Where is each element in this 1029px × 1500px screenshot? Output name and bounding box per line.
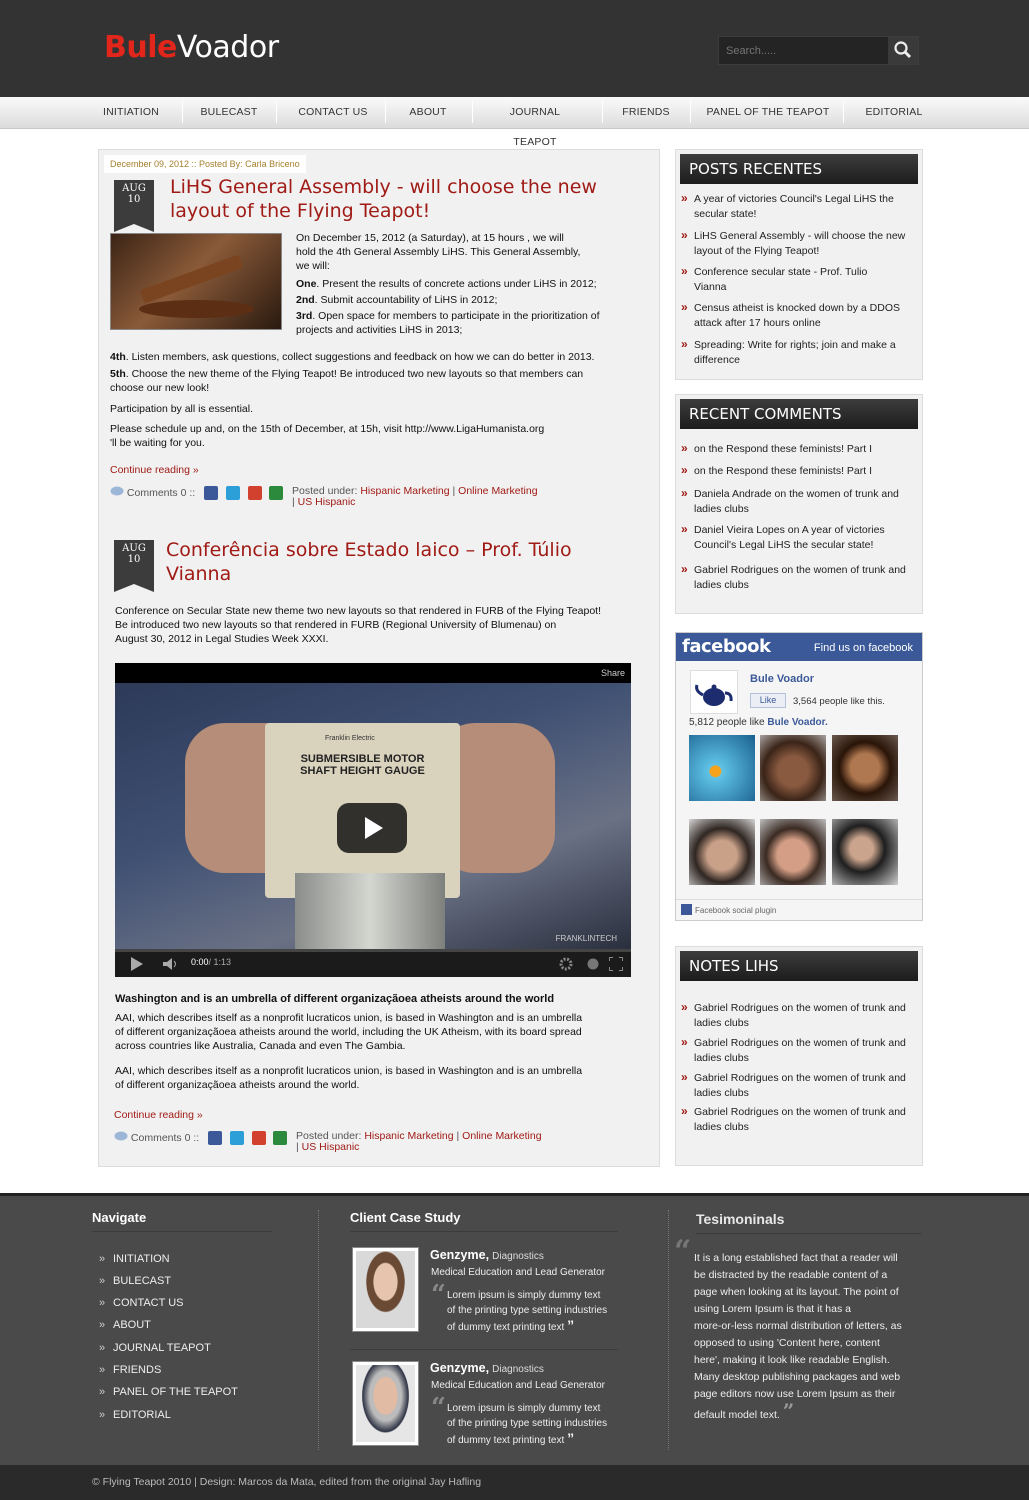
recent-post-link[interactable]: » A year of victories Council's Legal LiHS the secular state!	[681, 192, 894, 222]
post-text: AAI, which describes itself as a nonprofit lucraticos union, is based in Washington and is an umbrella	[115, 1065, 583, 1077]
post-text: Be introduced two new layouts so that rendered in FURB (Regional University of Blumenau) on	[115, 619, 557, 631]
recent-comment-link[interactable]: » on the Respond these feminists! Part I	[681, 442, 872, 457]
facebook-share-icon[interactable]	[208, 1131, 222, 1145]
comments-count[interactable]: Comments 0 ::	[126, 487, 196, 499]
client-name: Genzyme,	[430, 1248, 490, 1262]
fan-avatar[interactable]	[760, 735, 826, 801]
clock-icon[interactable]	[586, 957, 600, 971]
fan-avatar[interactable]	[689, 735, 755, 801]
find-us-link[interactable]: Find us on facebook	[813, 642, 913, 654]
search-icon	[888, 37, 918, 64]
googleplus-share-icon[interactable]	[248, 486, 262, 500]
facebook-f-icon	[681, 904, 692, 915]
video-player[interactable]	[115, 663, 631, 977]
settings-icon[interactable]	[559, 957, 573, 971]
list-num: 4th	[110, 351, 126, 363]
nav-journal-teapot[interactable]: JOURNAL TEAPOT	[509, 106, 561, 148]
copyright: © Flying Teapot 2010 | Design: Marcos da Mata, edited from the original Jay Hafling	[0, 1465, 1029, 1500]
post-text: . Choose the new theme of the Flying Teapot! Be introduced two new layouts so that members can	[125, 368, 584, 380]
video-duration: / 1:13	[208, 957, 232, 967]
search-box	[718, 36, 919, 65]
recent-comment-link[interactable]: » on the Respond these feminists! Part I	[681, 464, 872, 479]
search-button[interactable]	[888, 37, 918, 64]
post-text: . Submit accountability of LiHS in 2012;	[314, 294, 498, 306]
client-quote: Lorem ipsum is simply dummy text	[447, 1403, 601, 1414]
video-brand-text: Franklin Electric	[325, 735, 375, 742]
video-controls	[115, 949, 631, 977]
post-text: . Present the results of concrete actions under LiHS in 2012;	[316, 278, 597, 290]
fan-avatar[interactable]	[832, 735, 898, 801]
video-current-time: 0:00	[191, 957, 209, 967]
post-text: 'll be waiting for you.	[110, 437, 205, 449]
category-link[interactable]: Online Marketing	[458, 485, 538, 497]
case-study-heading: Client Case Study	[350, 1210, 461, 1225]
fan-avatar[interactable]	[832, 819, 898, 885]
post-text: Please schedule up and, on the 15th of December, at 15h, visit http://www.LigaHumanista.org	[110, 423, 545, 435]
site-logo[interactable]	[104, 30, 279, 65]
share-icon[interactable]	[273, 1131, 287, 1145]
client-photo	[352, 1247, 419, 1332]
footer-nav-bulecast[interactable]: » BULECAST	[113, 1275, 171, 1287]
video-progress-bar[interactable]	[115, 949, 631, 952]
googleplus-share-icon[interactable]	[252, 1131, 266, 1145]
search-input[interactable]	[719, 37, 889, 64]
footer-navigate-heading: Navigate	[92, 1210, 147, 1225]
posted-under-label: Posted under:	[296, 1130, 362, 1142]
client-photo	[352, 1361, 419, 1446]
client-quote: of dummy text printing text	[447, 1435, 565, 1446]
nav-contact-us[interactable]: CONTACT US	[298, 106, 368, 118]
client-role: Medical Education and Lead Generator	[431, 1267, 606, 1278]
post-subheading: Washington and is an umbrella of different organizaçãoea atheists around the world	[115, 993, 555, 1005]
footer-nav-panel-of-the-teapot[interactable]: » PANEL OF THE TEAPOT	[113, 1386, 238, 1398]
post-text: hold the 4th General Assembly LiHS. This General Assembly,	[296, 246, 581, 258]
post-text: of different organizaçãoea atheists around the world.	[115, 1079, 360, 1091]
teapot-avatar	[690, 670, 738, 714]
category-link[interactable]: Hispanic Marketing	[364, 1130, 454, 1142]
main-nav	[0, 97, 1029, 148]
facebook-share-icon[interactable]	[204, 486, 218, 500]
video-gauge-text: SHAFT HEIGHT GAUGE	[300, 765, 425, 777]
post-text: projects and activities LiHS in 2013;	[296, 324, 463, 336]
nav-panel-of-the-teapot[interactable]: PANEL OF THE TEAPOT	[706, 106, 830, 118]
post-text: Conference on Secular State new theme two new layouts so that rendered in FURB of the Flying Teapot!	[115, 605, 601, 617]
recent-post-link[interactable]: » Conference secular state - Prof. Tulio Vianna	[681, 265, 867, 295]
comments-count[interactable]: Comments 0 ::	[130, 1132, 200, 1144]
client-sub: Diagnostics	[492, 1251, 544, 1262]
share-icon[interactable]	[269, 486, 283, 500]
footer-nav-editorial[interactable]: » EDITORIAL	[113, 1409, 171, 1421]
recent-comments-widget	[675, 394, 923, 614]
category-link[interactable]: Hispanic Marketing	[360, 485, 450, 497]
logo-part-bule: Bule	[104, 30, 177, 65]
site-header	[0, 0, 1029, 97]
post-title-line: Vianna	[166, 563, 232, 585]
recent-comment-link[interactable]: » Daniel Vieira Lopes on A year of victories Council's Legal LiHS the secular state!	[681, 523, 885, 553]
post-text: across countries like Australia, Canada and even The Gambia.	[115, 1040, 406, 1052]
recent-comment-link[interactable]: » Daniela Andrade on the women of trunk and ladies clubs	[681, 487, 899, 517]
post-text: Participation by all is essential.	[110, 403, 253, 415]
facebook-like-button[interactable]	[750, 693, 786, 708]
widget-title: POSTS RECENTES	[680, 154, 918, 184]
facebook-logo: facebook	[682, 636, 771, 657]
note-link[interactable]: » Gabriel Rodrigues on the women of trunk and ladies clubs	[681, 1071, 906, 1101]
testimonials-heading: Tesimoninals	[696, 1211, 785, 1227]
nav-friends[interactable]: FRIENDS	[622, 106, 670, 118]
post-title[interactable]	[166, 538, 572, 586]
post-text: On December 15, 2012 (a Saturday), at 15 hours , we will	[296, 232, 564, 244]
widget-title: RECENT COMMENTS	[680, 399, 918, 429]
footer-nav-contact-us[interactable]: » CONTACT US	[113, 1297, 184, 1309]
twitter-share-icon[interactable]	[230, 1131, 244, 1145]
category-link[interactable]: Online Marketing	[462, 1130, 542, 1142]
footer-nav-initiation[interactable]: » INITIATION	[113, 1253, 170, 1265]
continue-reading-link[interactable]: Continue reading »	[114, 1109, 203, 1121]
nav-bulecast[interactable]: BULECAST	[200, 106, 258, 118]
note-link[interactable]: » Gabriel Rodrigues on the women of trunk and ladies clubs	[681, 1105, 906, 1135]
footer-nav-friends[interactable]: » FRIENDS	[113, 1364, 161, 1376]
video-gauge-text: SUBMERSIBLE MOTOR	[300, 753, 425, 765]
date-badge	[114, 180, 154, 224]
testimonial-text: It is a long established fact that a reader will be distracted by the readable content of a page when looking at its layout. The point of using Lorem Ipsum is that it has a more-or-less normal distribution of letters, as opposed to using 'Content here, content here', making it look like readable English. Many desktop publishing packages and web page editors now use Lorem Ipsum as their default model text. ”	[694, 1252, 902, 1423]
twitter-share-icon[interactable]	[226, 486, 240, 500]
note-link[interactable]: » Gabriel Rodrigues on the women of trunk and ladies clubs	[681, 1036, 906, 1066]
footer-nav-journal-teapot[interactable]: » JOURNAL TEAPOT	[113, 1342, 211, 1354]
people-like-text: 5,812 people like	[689, 717, 765, 728]
like-count: 3,564 people like this.	[793, 696, 885, 707]
date-day: 10	[127, 194, 141, 205]
list-num: 3rd	[296, 310, 313, 322]
date-day: 10	[127, 554, 141, 565]
list-num: 2nd	[296, 294, 315, 306]
category-link[interactable]: US Hispanic	[297, 496, 356, 508]
fan-avatar[interactable]	[689, 819, 755, 885]
comment-icon	[114, 1131, 128, 1143]
teapot-icon	[691, 671, 737, 713]
post-title[interactable]	[170, 175, 597, 223]
nav-about[interactable]: ABOUT	[409, 106, 447, 118]
post-title-line: layout of the Flying Teapot!	[170, 200, 431, 222]
post-image-gavel	[110, 233, 282, 330]
post-text: of different organizaçãoea atheists around the world, including the UK Atheism, with its board spread	[115, 1026, 582, 1038]
video-thumbnail	[115, 683, 631, 949]
list-num: One	[296, 278, 317, 290]
client-name: Genzyme,	[430, 1361, 490, 1375]
nav-editorial[interactable]: EDITORIAL	[865, 106, 923, 118]
client-quote: of dummy text printing text	[447, 1322, 565, 1333]
date-month: AUG	[122, 183, 146, 194]
footer-nav-about[interactable]: » ABOUT	[113, 1319, 151, 1331]
video-play-button[interactable]	[337, 803, 407, 853]
post-text: AAI, which describes itself as a nonprofit lucraticos union, is based in Washington and is an umbrella	[115, 1012, 583, 1024]
client-sub: Diagnostics	[492, 1364, 544, 1375]
volume-icon[interactable]	[163, 958, 181, 970]
recent-posts-widget	[675, 149, 923, 380]
like-label: Like	[759, 695, 777, 705]
facebook-plugin-label[interactable]: Facebook social plugin	[681, 904, 776, 915]
client-role: Medical Education and Lead Generator	[431, 1380, 606, 1391]
nav-initiation[interactable]: INITIATION	[102, 106, 160, 118]
facebook-page-name[interactable]: Bule Voador	[750, 673, 814, 685]
facebook-header	[676, 633, 922, 661]
post-meta: December 09, 2012 :: Posted By: Carla Briceno	[104, 155, 306, 173]
post-text: . Open space for members to participate in the prioritization of	[312, 310, 600, 322]
fan-avatar[interactable]	[760, 819, 826, 885]
category-link[interactable]: US Hispanic	[301, 1141, 360, 1153]
notes-widget	[675, 946, 923, 1166]
fullscreen-icon[interactable]	[609, 957, 623, 971]
posted-under-label: Posted under:	[292, 485, 358, 497]
note-link[interactable]: » Gabriel Rodrigues on the women of trunk and ladies clubs	[681, 1001, 906, 1031]
recent-post-link[interactable]: » Spreading: Write for rights; join and make a difference	[681, 338, 896, 368]
date-month: AUG	[122, 543, 146, 554]
post-text: August 30, 2012 in Legal Studies Week XXXI.	[115, 633, 329, 645]
post-text: we will:	[296, 260, 330, 272]
continue-reading-link[interactable]: Continue reading »	[110, 464, 199, 476]
recent-comment-link[interactable]: » Gabriel Rodrigues on the women of trunk and ladies clubs	[681, 563, 906, 593]
logo-part-voador: Voador	[176, 30, 279, 65]
client-quote: Lorem ipsum is simply dummy text	[447, 1290, 601, 1301]
facebook-widget	[675, 632, 923, 921]
video-watermark: FRANKLINTECH	[555, 934, 617, 943]
comment-icon	[110, 486, 124, 498]
widget-title: NOTES LIHS	[680, 951, 918, 981]
video-share-button[interactable]: Share	[600, 668, 625, 678]
date-badge	[114, 540, 154, 584]
recent-post-link[interactable]: » LiHS General Assembly - will choose the new layout of the Flying Teapot!	[681, 229, 905, 259]
post-text: choose our new look!	[110, 382, 210, 394]
play-icon[interactable]	[131, 957, 143, 971]
post-text: . Listen members, ask questions, collect suggestions and feedback on how we can do better in 2013.	[125, 351, 595, 363]
client-quote: of the printing type setting industries	[447, 1305, 608, 1316]
people-like-page[interactable]: Bule Voador.	[767, 717, 828, 728]
post-title-line: Conferência sobre Estado laico – Prof. Túlio	[166, 539, 572, 561]
recent-post-link[interactable]: » Census atheist is knocked down by a DDOS attack after 17 hours online	[681, 301, 900, 331]
post-title-line: LiHS General Assembly - will choose the new	[170, 176, 597, 198]
list-num: 5th	[110, 368, 126, 380]
client-quote: of the printing type setting industries	[447, 1418, 608, 1429]
